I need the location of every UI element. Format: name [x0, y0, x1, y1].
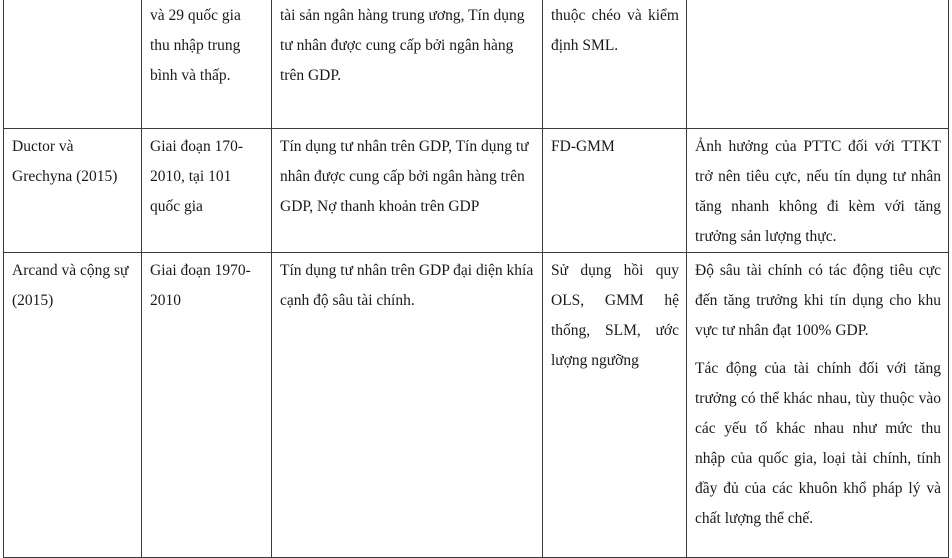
results-cell: [687, 253, 949, 558]
result-paragraph: Ảnh hưởng của PTTC đối với TTKT trở nên tiêu cực, nếu tín dụng tư nhân tăng nhanh không đi kèm với tăng trưởng sản lượng thực.: [695, 138, 941, 245]
variables-cell: Tín dụng tư nhân trên GDP, Tín dụng tư nhân được cung cấp bởi ngân hàng trên GDP, Nợ thanh khoản trên GDP: [272, 129, 543, 253]
variables-cell: tài sản ngân hàng trung ương, Tín dụng tư nhân được cung cấp bởi ngân hàng trên GDP.: [272, 0, 543, 129]
method-cell: thuộc chéo và kiểm định SML.: [543, 0, 687, 129]
variables-cell: Tín dụng tư nhân trên GDP đại diện khía cạnh độ sâu tài chính.: [272, 253, 543, 558]
results-cell: [687, 129, 949, 253]
table-row: [4, 253, 949, 558]
literature-review-table: [3, 0, 949, 558]
scope-cell: và 29 quốc gia thu nhập trung bình và thấp.: [142, 0, 272, 129]
method-cell: Sử dụng hồi quy OLS, GMM hệ thống, SLM, ước lượng ngưỡng: [543, 253, 687, 558]
result-paragraph: Độ sâu tài chính có tác động tiêu cực đến tăng trưởng khi tín dụng cho khu vực tư nhân đạt 100% GDP.: [695, 262, 941, 339]
table-row: [4, 129, 949, 253]
author-cell: Ductor và Grechyna (2015): [4, 129, 142, 253]
results-cell: [687, 0, 949, 129]
scope-cell: Giai đoạn 170-2010, tại 101 quốc gia: [142, 129, 272, 253]
author-cell: [4, 0, 142, 129]
method-cell: FD-GMM: [543, 129, 687, 253]
table-row: [4, 0, 949, 129]
author-cell: Arcand và cộng sự (2015): [4, 253, 142, 558]
scope-cell: Giai đoạn 1970-2010: [142, 253, 272, 558]
result-paragraph: Tác động của tài chính đối với tăng trưởng có thể khác nhau, tùy thuộc vào các yếu tố khác nhau như mức thu nhập của quốc gia, loại tài chính, tính đầy đủ của các khuôn khổ pháp lý và chất lượng thể chế.: [695, 360, 941, 527]
